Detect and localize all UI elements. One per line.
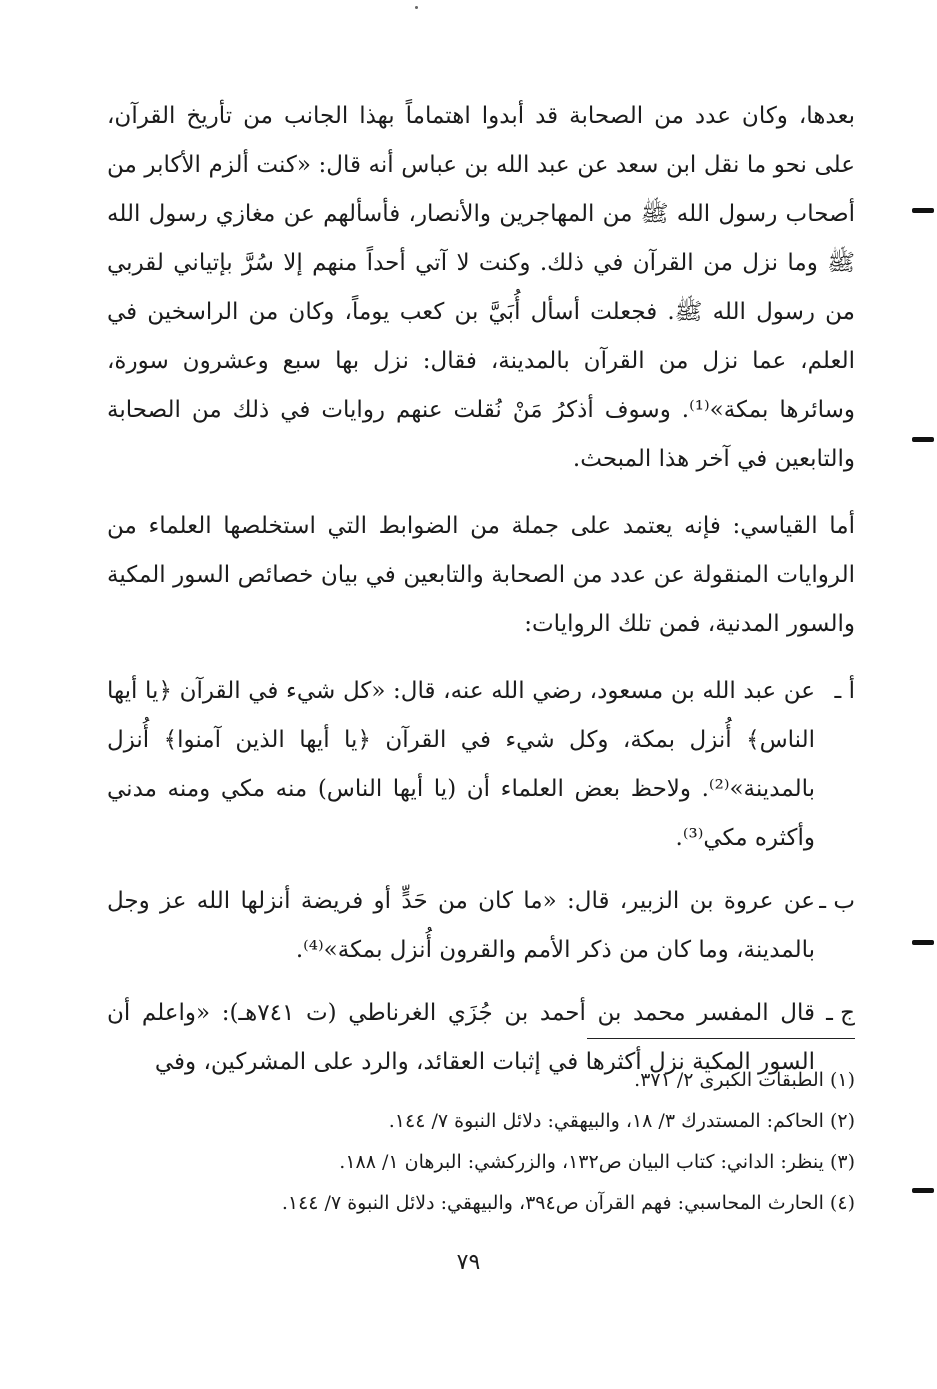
page-number: ٧٩ [456,1250,481,1275]
footnote-1: (١) الطبقات الكبرى ٢/ ٣٧١. [634,1069,855,1091]
footnote-2: (٢) الحاكم: المستدرك ٣/ ١٨، والبيهقي: دلائل النبوة ٧/ ١٤٤. [388,1110,855,1132]
footnote-3: (٣) ينظر: الداني: كتاب البيان ص١٣٢، والزركشي: البرهان ١/ ١٨٨. [339,1151,855,1173]
paragraph-qiyasi: أما القياسي: فإنه يعتمد على جملة من الضوابط التي استخلصها العلماء من الروايات المنقولة عن عدد من الصحابة والتابعين في بيان خصائص السور المكية والسور المدنية، فمن تلك الروايات: [107,513,855,637]
footnotes [107,1060,855,1224]
list-item-urwa [107,877,855,975]
paragraph-ibn-abbas: بعدها، وكان عدد من الصحابة قد أبدوا اهتماماً بهذا الجانب من تأريخ القرآن، على نحو ما نقل ابن سعد عن عبد الله بن عباس أنه قال: «كنت ألزم الأكابر من أصحاب رسول الله ﷺ من المهاجرين والأنصار، فأسألهم عن مغازي رسول الله ﷺ وما نزل من القرآن في ذلك. وكنت لا آتي أحداً منهم إلا سُرَّ بإتياني لقربي من رسول الله ﷺ. فجعلت أسأل أُبَيَّ بن كعب يوماً، وكان من الراسخين في العلم، عما نزل من القرآن بالمدينة، فقال: نزل بها سبع وعشرون سورة، وسائرها بمكة»⁽¹⁾. وسوف أذكرُ مَنْ نُقلت عنهم روايات في ذلك من الصحابة والتابعين في آخر هذا المبحث. [107,103,855,472]
margin-tick-mark [912,437,934,442]
list-marker: أ ـ [834,678,855,704]
list-item-text: قال المفسر محمد بن أحمد بن جُزَي الغرناطي (ت ٧٤١هـ): «واعلم أن السور المكية نزل أكثرها في إثبات العقائد، والرد على المشركين، وفي [107,1000,815,1075]
margin-tick-mark [912,940,934,945]
list-marker: ب ـ [819,888,855,914]
margin-tick-mark [912,1188,934,1193]
scan-speck [415,6,418,9]
list-item-text: عن عبد الله بن مسعود، رضي الله عنه، قال: «كل شيء في القرآن ﴿يا أيها الناس﴾ أُنزل بمكة، وكل شيء في القرآن ﴿يا أيها الذين آمنوا﴾ أُنزل بالمدينة»⁽²⁾. ولاحظ بعض العلماء أن (يا أيها الناس) منه مكي ومنه مدني وأكثره مكي⁽³⁾. [107,678,815,851]
main-text [107,92,855,1101]
list-marker: ج ـ [826,1000,855,1026]
footnote-4: (٤) الحارث المحاسبي: فهم القرآن ص٣٩٤، والبيهقي: دلائل النبوة ٧/ ١٤٤. [281,1192,855,1214]
margin-tick-mark [912,208,934,213]
list-item-ibn-masud [107,667,855,863]
footnote-separator [587,1038,855,1039]
list-item-text: عن عروة بن الزبير، قال: «ما كان من حَدٍّ أو فريضة أنزلها الله عز وجل بالمدينة، وما كان من ذكر الأمم والقرون أُنزل بمكة»⁽⁴⁾. [107,888,815,963]
